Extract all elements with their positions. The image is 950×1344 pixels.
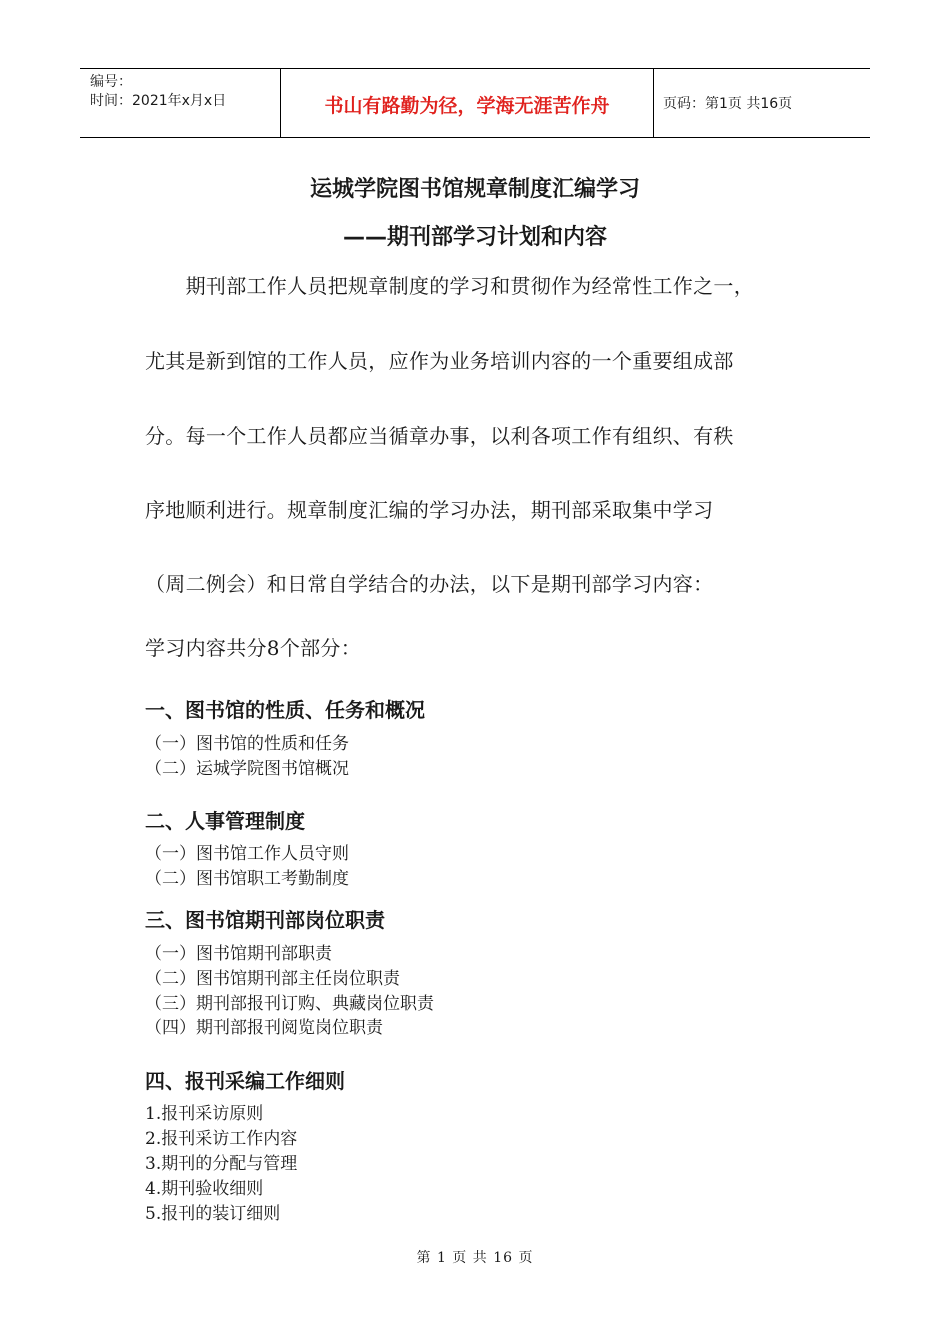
header-number-label: 编号： [90, 74, 132, 90]
section-item: （二）运城学院图书馆概况 [145, 759, 349, 779]
document-title: 运城学院图书馆规章制度汇编学习 [309, 177, 640, 202]
header-meta-cell [80, 69, 281, 137]
header-page-info: 页码：第1页 共16页 [663, 96, 793, 112]
section-item: （一）图书馆期刊部职责 [145, 944, 332, 964]
section-heading: 二、人事管理制度 [145, 809, 305, 833]
intro-line: （周二例会）和日常自学结合的办法，以下是期刊部学习内容： [145, 572, 714, 596]
section-item: （二）图书馆期刊部主任岗位职责 [145, 969, 400, 989]
section-item: （四）期刊部报刊阅览岗位职责 [145, 1018, 383, 1038]
section-item: （二）图书馆职工考勤制度 [145, 869, 349, 889]
section-item: （一）图书馆的性质和任务 [145, 734, 349, 754]
section-item: 5.报刊的装订细则 [145, 1204, 281, 1224]
section-item: 1.报刊采访原则 [145, 1104, 264, 1124]
section-heading: 三、图书馆期刊部岗位职责 [145, 908, 385, 932]
header-motto: 书山有路勤为径，学海无涯苦作舟 [281, 69, 654, 137]
section-item: （一）图书馆工作人员守则 [145, 844, 349, 864]
intro-line: 学习内容共分8个部分： [145, 636, 362, 660]
document-subtitle: ——期刊部学习计划和内容 [342, 225, 607, 250]
intro-line: 尤其是新到馆的工作人员，应作为业务培训内容的一个重要组成部 [145, 349, 734, 373]
header-date-label: 时间：2021年x月x日 [90, 93, 227, 109]
section-item: 4.期刊验收细则 [145, 1179, 264, 1199]
section-item: 3.期刊的分配与管理 [145, 1154, 298, 1174]
intro-line: 分。每一个工作人员都应当循章办事，以利各项工作有组织、有秩 [145, 424, 734, 448]
intro-line: 序地顺利进行。规章制度汇编的学习办法，期刊部采取集中学习 [145, 498, 714, 522]
page-footer: 第 1 页 共 16 页 [416, 1250, 534, 1266]
section-heading: 一、图书馆的性质、任务和概况 [145, 698, 425, 722]
document-header [80, 68, 870, 138]
section-item: 2.报刊采访工作内容 [145, 1129, 298, 1149]
section-heading: 四、报刊采编工作细则 [145, 1069, 345, 1093]
section-item: （三）期刊部报刊订购、典藏岗位职责 [145, 994, 434, 1014]
intro-line: 期刊部工作人员把规章制度的学习和贯彻作为经常性工作之一， [145, 274, 754, 298]
